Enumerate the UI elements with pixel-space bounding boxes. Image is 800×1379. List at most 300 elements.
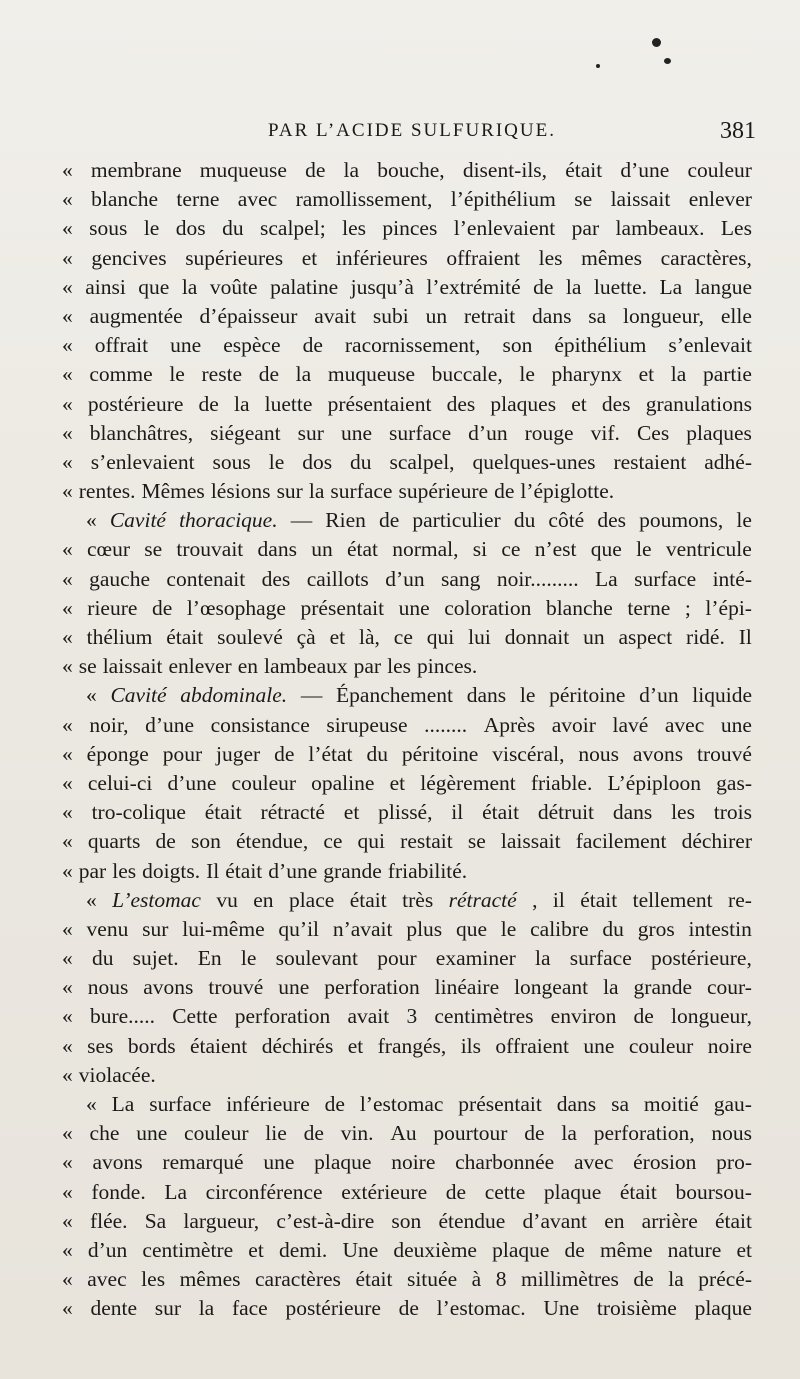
word: le xyxy=(519,362,535,387)
word: inférieure xyxy=(226,1092,310,1116)
word: péritoine xyxy=(549,683,626,708)
word: « xyxy=(62,449,73,474)
word: noir......... xyxy=(496,566,579,591)
word: qu’il xyxy=(278,916,320,941)
word: s’enlevaient xyxy=(90,449,195,474)
word: cour- xyxy=(706,975,752,1000)
word: de xyxy=(564,1237,585,1262)
word: ils xyxy=(460,1033,482,1058)
word: « xyxy=(62,245,73,270)
word: caractères xyxy=(255,1267,341,1292)
word: boursou- xyxy=(675,1179,752,1204)
word: « xyxy=(62,1296,73,1321)
word: voûte xyxy=(209,274,258,299)
text-line xyxy=(62,857,752,886)
word: dans xyxy=(612,800,653,825)
word: d’un xyxy=(87,1237,128,1262)
text-line xyxy=(62,769,752,798)
word: plissé, xyxy=(378,800,433,825)
word: L’estomac xyxy=(112,887,201,912)
word: l’œsophage xyxy=(186,595,286,620)
text-line xyxy=(62,1148,752,1177)
text-line xyxy=(62,623,752,652)
word: avons xyxy=(92,1150,143,1175)
word: dans xyxy=(556,1092,597,1116)
word: avons xyxy=(143,975,194,1000)
word: langue xyxy=(694,274,752,299)
word: se xyxy=(144,537,163,562)
word: surface xyxy=(330,479,393,504)
word: sous xyxy=(89,216,128,241)
text-line xyxy=(62,681,752,710)
word: la xyxy=(233,391,250,416)
word: l’état xyxy=(308,741,353,766)
word: flée. xyxy=(89,1208,128,1233)
word: « xyxy=(62,1267,73,1292)
word: avons xyxy=(632,741,684,766)
word: était xyxy=(166,625,204,649)
text-line xyxy=(62,652,752,681)
word: pinces. xyxy=(417,654,478,679)
word: le xyxy=(519,683,536,708)
word: de xyxy=(274,741,295,766)
word: Il xyxy=(738,625,752,649)
word: 8 xyxy=(495,1267,507,1292)
word: lui xyxy=(468,625,491,649)
word: gauche xyxy=(89,566,151,591)
word: arrière xyxy=(641,1208,698,1233)
word: rétracté xyxy=(260,800,325,825)
word: juger xyxy=(216,741,261,766)
word: circonférence xyxy=(205,1179,323,1204)
word: légèrement xyxy=(420,770,516,795)
word: la xyxy=(308,479,325,504)
ink-speck xyxy=(664,58,671,64)
text-line xyxy=(62,1236,752,1265)
word: sirupeuse xyxy=(326,712,408,737)
word: ; xyxy=(684,595,691,620)
word: che xyxy=(89,1121,120,1146)
word: était xyxy=(204,800,242,825)
word: Épanchement xyxy=(336,683,454,708)
word: adhé- xyxy=(704,449,752,474)
text-line xyxy=(62,1207,752,1236)
word: présentait xyxy=(458,1092,542,1116)
word: de xyxy=(302,333,323,358)
word: déchirés xyxy=(261,1033,334,1058)
word: « xyxy=(62,1033,73,1058)
word: le xyxy=(240,946,257,971)
word: sujet. xyxy=(132,946,179,971)
ink-speck xyxy=(652,38,661,47)
word: les xyxy=(141,1267,166,1292)
word: la xyxy=(534,946,551,971)
word: noir, xyxy=(89,712,129,737)
word: deuxième xyxy=(393,1237,477,1262)
word: pour xyxy=(162,741,203,766)
word: du xyxy=(602,916,624,941)
word: Les xyxy=(720,216,752,241)
word: Après xyxy=(483,712,536,737)
word: située xyxy=(406,1267,458,1292)
word: côté xyxy=(548,508,585,533)
word: doigts. xyxy=(142,858,201,883)
word: noire xyxy=(707,1033,752,1058)
word: pinces xyxy=(382,216,438,241)
word: violacée. xyxy=(78,1062,156,1087)
word: de xyxy=(324,1092,345,1116)
word: centimètre xyxy=(142,1237,234,1262)
word: ce xyxy=(323,829,343,854)
word: quarts xyxy=(87,829,141,854)
word: ........ xyxy=(424,712,468,737)
word: la xyxy=(295,362,312,387)
word: celui-ci xyxy=(87,770,153,795)
word: linéaire xyxy=(434,975,500,1000)
word: une xyxy=(278,975,310,1000)
word: 3 xyxy=(406,1004,418,1029)
word: largueur, xyxy=(183,1208,260,1233)
text-line xyxy=(62,273,752,302)
word: offraient xyxy=(495,1033,570,1058)
word: couleur xyxy=(184,1121,249,1146)
word: couleur xyxy=(687,158,752,182)
text-line xyxy=(62,1178,752,1207)
word: terne xyxy=(176,187,220,212)
word: luette xyxy=(264,391,313,416)
word: pharynx xyxy=(551,362,622,387)
word: n’est xyxy=(534,537,577,562)
word: s’enlevait xyxy=(668,333,752,358)
word: enlever xyxy=(168,654,232,679)
word: pro- xyxy=(716,1150,752,1175)
word: gros xyxy=(637,916,675,941)
word: calibre xyxy=(530,916,589,941)
text-line xyxy=(62,1294,752,1323)
word: subi xyxy=(372,303,409,328)
word: plus xyxy=(406,916,443,941)
word: et xyxy=(248,1237,264,1262)
text-line xyxy=(62,506,752,535)
word: — xyxy=(300,683,323,708)
word: examiner xyxy=(435,946,516,971)
word: disent-ils, xyxy=(462,158,548,182)
text-line xyxy=(62,419,752,448)
word: une xyxy=(170,333,202,358)
word: Une xyxy=(342,1237,379,1262)
word: restaient xyxy=(613,449,687,474)
text-line xyxy=(62,1265,752,1294)
word: viscéral, xyxy=(492,741,565,766)
word: des xyxy=(446,391,476,416)
word: la xyxy=(670,362,687,387)
word: les xyxy=(387,654,411,679)
word: d’une xyxy=(620,158,670,182)
word: l’épi- xyxy=(705,595,752,620)
word: c’est-à-dire xyxy=(276,1208,375,1233)
word: « xyxy=(62,274,73,299)
word: ventricule xyxy=(665,537,752,562)
word: ce xyxy=(501,537,521,562)
word: la xyxy=(561,1121,577,1146)
word: que xyxy=(590,537,622,562)
word: longeant xyxy=(514,975,589,1000)
word: d’une xyxy=(268,858,318,883)
word: dos xyxy=(302,449,333,474)
word: la xyxy=(565,274,582,299)
word: « xyxy=(62,975,73,1000)
word: des xyxy=(261,566,291,591)
word: « xyxy=(62,829,73,854)
text-line xyxy=(62,302,752,331)
word: du xyxy=(350,449,372,474)
word: « xyxy=(62,420,73,445)
word: coloration xyxy=(444,595,532,620)
word: se xyxy=(78,654,97,679)
word: « xyxy=(62,158,73,182)
word: « xyxy=(62,333,73,358)
word: se xyxy=(574,187,593,212)
word: centimètres xyxy=(434,1004,534,1029)
word: nous xyxy=(711,1121,752,1146)
word: perforation xyxy=(234,1004,331,1029)
word: trouvait xyxy=(176,537,244,562)
word: Rien xyxy=(325,508,366,533)
word: surface xyxy=(634,566,697,591)
word: « xyxy=(62,566,73,591)
word: La xyxy=(659,274,683,299)
word: tro-colique xyxy=(91,800,186,825)
word: de xyxy=(305,158,326,182)
word: trois xyxy=(713,800,752,825)
word: les xyxy=(342,216,366,241)
word: lésions xyxy=(210,479,271,504)
word: contenait xyxy=(166,566,246,591)
word: « xyxy=(62,362,73,387)
word: perforation, xyxy=(593,1121,695,1146)
word: « xyxy=(62,741,73,766)
word: du xyxy=(222,216,244,241)
word: en xyxy=(253,887,274,912)
text-line xyxy=(62,214,752,243)
word: la xyxy=(198,1296,215,1321)
word: intestin xyxy=(688,916,752,941)
text-line xyxy=(62,244,752,273)
word: laissait xyxy=(102,654,163,679)
word: ridé. xyxy=(686,625,725,649)
word: sur xyxy=(154,1296,181,1321)
text-line xyxy=(62,1002,752,1031)
word: muqueuse xyxy=(327,362,416,387)
word: palatine xyxy=(270,274,339,299)
word: « xyxy=(86,1092,97,1116)
word: « xyxy=(62,216,73,241)
word: extérieure xyxy=(341,1179,428,1204)
word: et xyxy=(343,800,360,825)
text-line xyxy=(62,448,752,477)
word: retrait xyxy=(463,303,516,328)
word: La xyxy=(164,1179,188,1204)
word: muqueuse xyxy=(199,158,287,182)
word: membrane xyxy=(90,158,182,182)
text-line xyxy=(62,390,752,419)
text-line xyxy=(62,1032,752,1061)
word: épithélium xyxy=(554,333,647,358)
word: dans xyxy=(257,537,297,562)
word: ses xyxy=(87,1033,114,1058)
word: friable. xyxy=(530,770,593,795)
word: d’un xyxy=(385,566,425,591)
word: Mêmes xyxy=(141,479,205,504)
word: surface xyxy=(149,1092,212,1116)
word: le xyxy=(736,508,752,533)
word: avec xyxy=(237,187,278,212)
word: vu xyxy=(216,887,238,912)
word: « xyxy=(62,1208,73,1233)
word: inté- xyxy=(712,566,752,591)
word: grande xyxy=(323,858,382,883)
word: rentes. xyxy=(78,479,136,504)
word: mêmes xyxy=(581,245,643,270)
word: , xyxy=(532,887,538,912)
word: de xyxy=(198,391,219,416)
word: nous xyxy=(87,975,129,1000)
word: blanche xyxy=(545,595,613,620)
word: par xyxy=(353,654,382,679)
word: troisième xyxy=(596,1296,677,1321)
word: d’avant xyxy=(522,1208,587,1233)
word: dente xyxy=(90,1296,138,1321)
word: en xyxy=(604,1208,625,1233)
word: et xyxy=(736,1237,752,1262)
word: présentait xyxy=(300,595,385,620)
word: soulevant xyxy=(275,946,358,971)
ink-speck xyxy=(596,64,600,68)
word: lavé xyxy=(612,712,649,737)
word: reste xyxy=(201,362,243,387)
word: laissait xyxy=(500,829,561,854)
word: nature xyxy=(667,1237,722,1262)
text-line xyxy=(62,185,752,214)
word: d’un xyxy=(639,683,679,708)
word: l’enlevaient xyxy=(453,216,556,241)
word: étendue xyxy=(438,1208,506,1233)
word: était xyxy=(355,1267,393,1292)
word: restait xyxy=(400,829,453,854)
word: les xyxy=(112,858,137,883)
text-line xyxy=(62,331,752,360)
word: plaque xyxy=(543,1179,602,1204)
word: opaline xyxy=(311,770,375,795)
word: « xyxy=(62,479,73,504)
word: gau- xyxy=(713,1092,752,1116)
word: était xyxy=(619,1179,657,1204)
word: même xyxy=(599,1237,653,1262)
word: sur xyxy=(142,916,169,941)
word: détruit xyxy=(537,800,595,825)
word: « xyxy=(62,1004,73,1029)
word: « xyxy=(62,595,73,620)
word: plaque xyxy=(314,1150,372,1175)
word: scalpel; xyxy=(260,216,326,241)
word: postérieure xyxy=(87,391,184,416)
word: ce xyxy=(393,625,413,649)
word: l’estomac xyxy=(359,1092,444,1116)
word: espèce xyxy=(223,333,281,358)
word: qui xyxy=(426,625,455,649)
word: Une xyxy=(543,1296,580,1321)
text-line xyxy=(62,1119,752,1148)
word: environ xyxy=(550,1004,617,1029)
word: re- xyxy=(728,887,752,912)
word: « xyxy=(62,625,73,649)
word: était xyxy=(580,887,618,912)
page-number: 381 xyxy=(720,118,756,144)
word: le xyxy=(268,449,285,474)
word: avec xyxy=(573,1150,614,1175)
word: en xyxy=(237,654,259,679)
word: sous xyxy=(212,449,251,474)
word: vin. xyxy=(340,1121,374,1146)
word: étaient xyxy=(189,1033,248,1058)
word: du xyxy=(91,946,114,971)
word: la xyxy=(181,274,198,299)
word: d’un xyxy=(468,420,508,445)
word: moitié xyxy=(643,1092,699,1116)
word: venu xyxy=(86,916,129,941)
text-line xyxy=(62,740,752,769)
word: caillots xyxy=(306,566,369,591)
word: une xyxy=(583,1033,615,1058)
text-line xyxy=(62,477,752,506)
word: luette. xyxy=(593,274,648,299)
word: Au xyxy=(390,1121,417,1146)
word: postérieure xyxy=(285,1296,381,1321)
word: de xyxy=(155,829,176,854)
word: cœur xyxy=(87,537,130,562)
word: dans xyxy=(466,683,507,708)
word: l’estomac. xyxy=(436,1296,526,1321)
word: mêmes xyxy=(179,1267,241,1292)
word: facilement xyxy=(575,829,667,854)
word: trouvé xyxy=(208,975,264,1000)
word: une xyxy=(720,712,752,737)
word: le xyxy=(169,362,185,387)
text-line xyxy=(62,944,752,973)
word: Sa xyxy=(144,1208,167,1233)
page-body xyxy=(62,156,752,1324)
word: partie xyxy=(702,362,752,387)
word: grande xyxy=(633,975,693,1000)
word: bords xyxy=(127,1033,176,1058)
word: abdominale. xyxy=(180,683,288,708)
word: une xyxy=(263,1150,295,1175)
word: « xyxy=(62,712,73,737)
word: « xyxy=(62,1179,73,1204)
word: « xyxy=(62,1062,73,1087)
word: elle xyxy=(720,303,752,328)
word: augmentée xyxy=(89,303,183,328)
word: couleur xyxy=(628,1033,694,1058)
word: par xyxy=(78,858,107,883)
word: avec xyxy=(87,1267,127,1292)
word: un xyxy=(311,537,333,562)
word: de xyxy=(151,595,173,620)
word: de xyxy=(258,362,280,387)
text-line xyxy=(62,711,752,740)
word: sur xyxy=(276,479,303,504)
word: remarqué xyxy=(162,1150,244,1175)
